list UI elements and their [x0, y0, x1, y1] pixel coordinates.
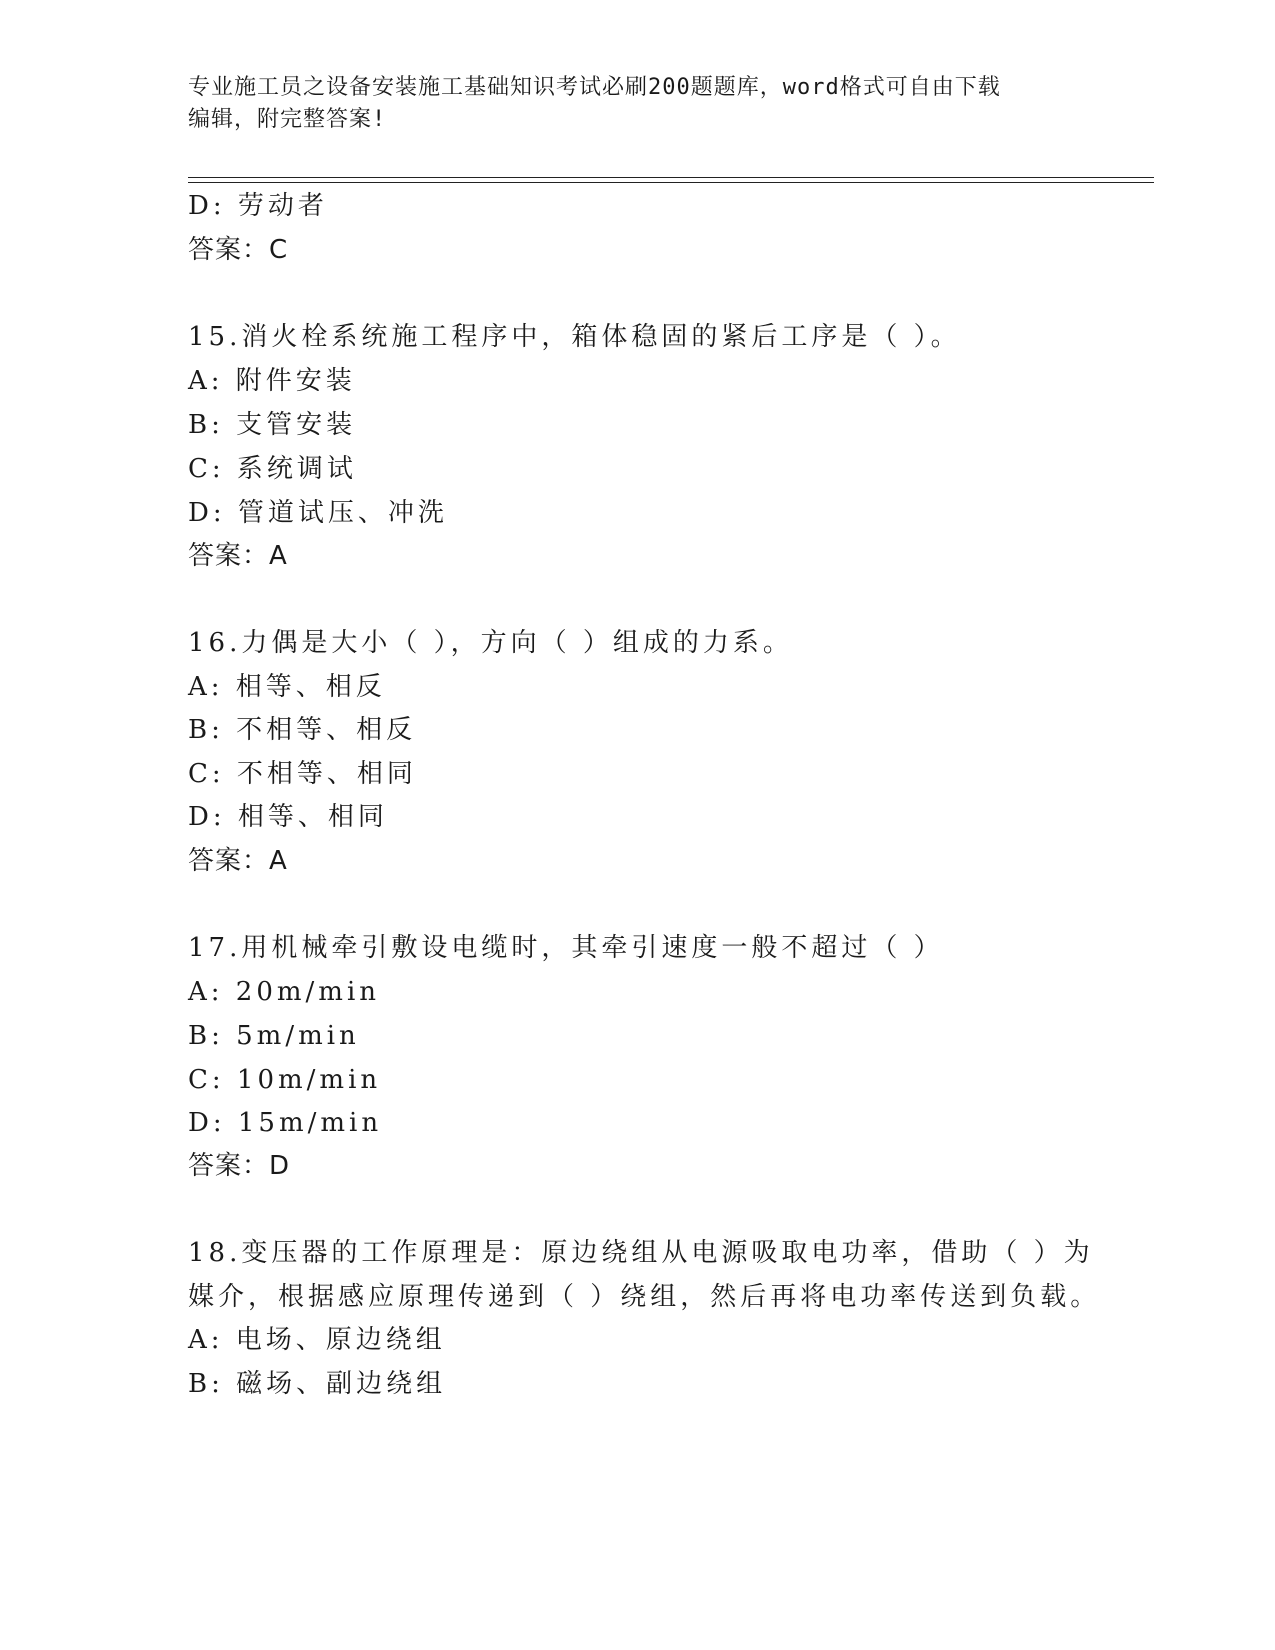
question-15: 15.消火栓系统施工程序中，箱体稳固的紧后工序是（ ）。	[188, 322, 961, 352]
answer: 答案：A	[188, 541, 288, 571]
option-c: C: 系统调试	[188, 454, 357, 484]
header-line-2: 编辑，附完整答案!	[188, 107, 387, 132]
option-d: D: 15m/min	[188, 1108, 383, 1138]
option-d: D: 相等、相同	[188, 802, 388, 832]
option-d: D: 管道试压、冲洗	[188, 498, 448, 528]
question-17: 17.用机械牵引敷设电缆时，其牵引速度一般不超过（ ）	[188, 933, 944, 963]
answer: 答案：A	[188, 846, 288, 876]
header-divider-bottom	[188, 182, 1154, 183]
option-b: B: 不相等、相反	[188, 715, 417, 745]
option-a: A: 相等、相反	[188, 672, 386, 702]
option-c: C: 不相等、相同	[188, 759, 417, 789]
answer: 答案：D	[188, 1151, 291, 1181]
header-divider-top	[188, 177, 1154, 178]
option-a: A: 附件安装	[188, 366, 356, 396]
option-b: B: 磁场、副边绕组	[188, 1369, 447, 1399]
option-d: D: 劳动者	[188, 191, 328, 221]
question-18-line-1: 18.变压器的工作原理是：原边绕组从电源吸取电功率，借助（ ）为	[188, 1238, 1094, 1268]
header-line-1: 专业施工员之设备安装施工基础知识考试必刷200题题库，word格式可自由下载	[188, 75, 1001, 100]
question-18-line-2: 媒介，根据感应原理传递到（ ）绕组，然后再将电功率传送到负载。	[188, 1282, 1101, 1312]
option-b: B: 5m/min	[188, 1021, 360, 1051]
question-16: 16.力偶是大小（ ），方向（ ）组成的力系。	[188, 628, 793, 658]
document-header	[188, 72, 1078, 136]
option-a: A: 20m/min	[188, 977, 381, 1007]
option-c: C: 10m/min	[188, 1065, 382, 1095]
option-a: A: 电场、原边绕组	[188, 1325, 446, 1355]
answer: 答案：C	[188, 235, 289, 265]
option-b: B: 支管安装	[188, 410, 357, 440]
